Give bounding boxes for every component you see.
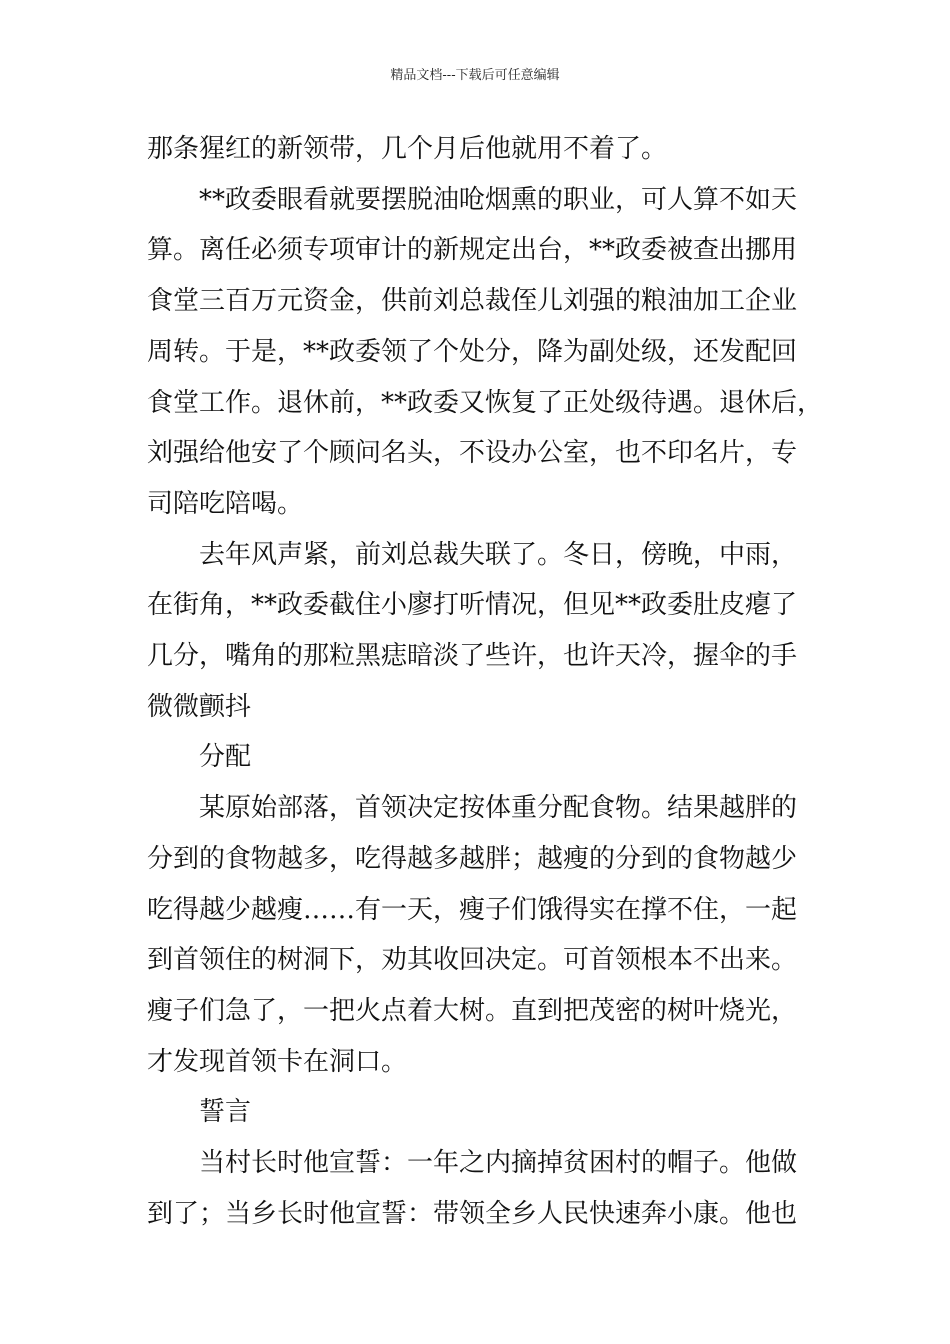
text-line: 食堂工作。退休前，**政委又恢复了正处级待遇。退休后， [147, 387, 824, 418]
text-line: 刘强给他安了个顾问名头，不设办公室，也不印名片，专 [147, 438, 798, 469]
section-heading: 誓言 [199, 1097, 252, 1128]
text-line: 到了；当乡长时他宣誓：带领全乡人民快速奔小康。他也 [147, 1198, 798, 1229]
text-line: 那条猩红的新领带，几个月后他就用不着了。 [147, 134, 668, 164]
text-line: 食堂三百万元资金，供前刘总裁侄儿刘强的粮油加工企业 [147, 286, 798, 317]
document-body [147, 124, 827, 1239]
text-line: **政委眼看就要摆脱油呛烟熏的职业，可人算不如天 [199, 184, 798, 215]
section-heading: 分配 [199, 742, 252, 773]
text-line: 某原始部落，首领决定按体重分配食物。结果越胖的 [199, 793, 798, 824]
page-header: 精品文档---下载后可任意编辑 [390, 68, 560, 83]
text-line: 几分，嘴角的那粒黑痣暗淡了些许，也许天冷，握伞的手 [147, 641, 798, 672]
text-line: 去年风声紧，前刘总裁失联了。冬日，傍晚，中雨， [199, 539, 798, 570]
text-line: 到首领住的树洞下，劝其收回决定。可首领根本不出来。 [147, 945, 798, 976]
text-line: 分到的食物越多，吃得越多越胖；越瘦的分到的食物越少 [147, 843, 798, 874]
text-line: 才发现首领卡在洞口。 [147, 1046, 408, 1077]
text-line: 在街角，**政委截住小廖打听情况，但见**政委肚皮瘪了 [147, 590, 798, 621]
text-line: 算。离任必须专项审计的新规定出台，**政委被查出挪用 [147, 235, 798, 266]
text-line: 当村长时他宣誓：一年之内摘掉贫困村的帽子。他做 [199, 1148, 798, 1179]
text-line: 周转。于是，**政委领了个处分，降为副处级，还发配回 [147, 336, 798, 367]
text-line: 司陪吃陪喝。 [147, 488, 304, 519]
text-line: 吃得越少越瘦……有一天，瘦子们饿得实在撑不住，一起 [147, 894, 798, 925]
text-line: 瘦子们急了，一把火点着大树。直到把茂密的树叶烧光， [147, 995, 798, 1026]
text-line: 微微颤抖 [147, 691, 252, 722]
